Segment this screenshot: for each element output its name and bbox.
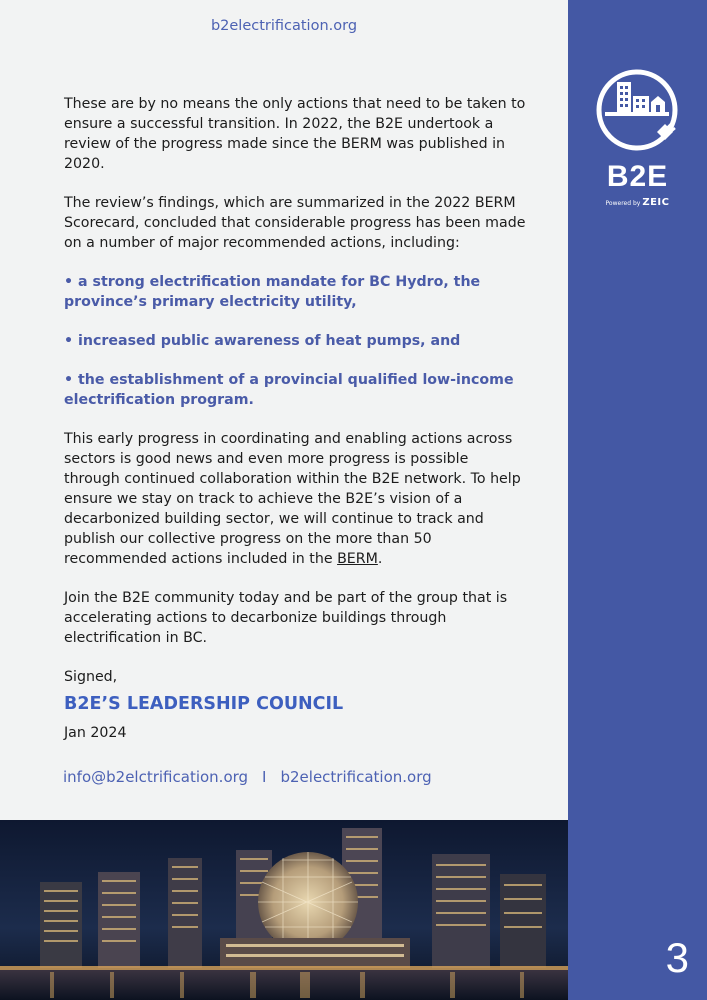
- progress-end: .: [377, 551, 383, 567]
- join-paragraph: Join the B2E community today and be part of the group that is accelerating actions to decarbonize buildings through electrification in BC.: [64, 590, 508, 646]
- contact-separator: I: [262, 768, 267, 786]
- page-number: 3: [665, 934, 689, 981]
- contact-email-link[interactable]: info@b2elctrification.org: [63, 768, 249, 786]
- brand-name: B2E: [606, 160, 669, 193]
- powered-by-label: Powered by: [605, 200, 641, 207]
- review-paragraph: The review’s findings, which are summarized in the 2022 BERM Scorecard, concluded that considerable progress has been made on a number of major recommended actions, including:: [64, 195, 526, 251]
- leadership-council-heading: B2E’S LEADERSHIP COUNCIL: [64, 694, 344, 714]
- contact-line: [63, 768, 432, 786]
- building-plug-icon: [595, 68, 679, 152]
- signed-label: Signed,: [64, 669, 118, 685]
- header-website-link[interactable]: b2electrification.org: [210, 18, 358, 34]
- contact-website-link[interactable]: b2electrification.org: [280, 768, 432, 786]
- zeic-logo-text: ZEIC: [642, 197, 670, 208]
- progress-paragraph: [64, 429, 526, 569]
- bullet-heat-pumps: • increased public awareness of heat pumps, and: [64, 333, 461, 349]
- bullet-low-income: • the establishment of a provincial qualified low-income electrification program.: [64, 372, 514, 408]
- vancouver-skyline-photo: [0, 820, 568, 1000]
- powered-by-line: [568, 197, 707, 208]
- letter-date: Jan 2024: [64, 725, 127, 741]
- brand-sidebar: [568, 0, 707, 1000]
- bullet-mandate: • a strong electrification mandate for BC Hydro, the province’s primary electricity utility,: [64, 274, 481, 310]
- progress-text: This early progress in coordinating and enabling actions across sectors is good news and even more progress is possible through continued collaboration within the B2E network. To help ensure we stay on track to achieve the B2E’s vision of a decarbonized building sector, we will continue to track and publish our collective progress on the more than 50 recommended actions included in the: [64, 431, 521, 567]
- intro-paragraph: These are by no means the only actions that need to be taken to ensure a successful transition. In 2022, the B2E undertook a review of the progress made since the BERM was published in 2020.: [64, 96, 526, 172]
- berm-link[interactable]: BERM: [337, 551, 378, 567]
- letter-body: [64, 94, 526, 762]
